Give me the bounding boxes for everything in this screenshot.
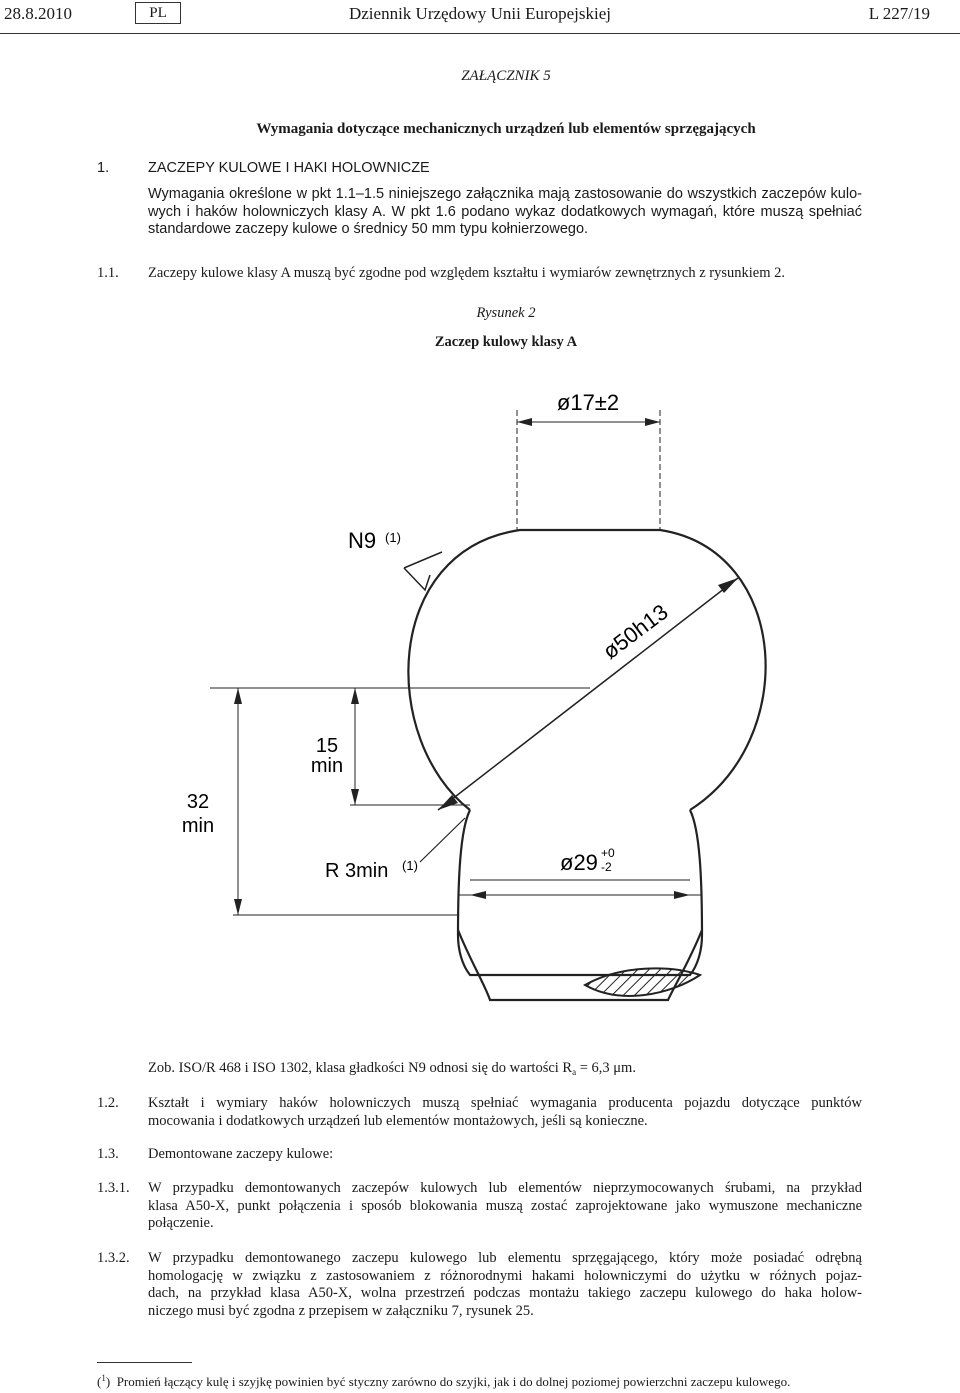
- paragraph-number: 1.2.: [97, 1095, 119, 1111]
- page-reference: L 227/19: [868, 4, 930, 23]
- paragraph-text: Demontowane zaczepy kulowe:: [148, 1146, 334, 1162]
- ball-outline: [408, 530, 765, 810]
- figure-title: Zaczep kulowy klasy A: [434, 334, 578, 350]
- paragraph-text: [148, 1250, 862, 1320]
- paragraph-text: Zaczepy kulowe klasy A muszą być zgodne pod względem kształtu i wymiarów zewnętrznych z rysunkiem 2.: [148, 265, 786, 281]
- paragraph-number: 1.3.1.: [97, 1180, 130, 1196]
- note-text: Zob. ISO/R 468 i ISO 1302, klasa gładkości N9 odnosi się do wartości R: [148, 1060, 573, 1076]
- ball-coupling-drawing: [0, 380, 960, 1040]
- neck-outline: [458, 810, 702, 975]
- note-suffix: = 6,3 μm.: [576, 1060, 636, 1076]
- text-line: standardowe zaczepy kulowe o średnicy 50 mm typu kołnierzowego.: [148, 221, 589, 238]
- text-line: mocowania i dodatkowych urządzeń lub elementów montażowych, jeśli są konieczne.: [148, 1112, 648, 1129]
- text-line: W przypadku demontowanego zaczepu kulowego lub elementu sprzęgającego, który może posiadać odrębną: [148, 1250, 862, 1266]
- dim-32-label: 32: [186, 791, 210, 813]
- dim-15-min-label: min: [310, 755, 344, 777]
- neck-diameter-label: ø17±2: [556, 390, 620, 415]
- roughness-note: [148, 1060, 636, 1077]
- text-line: wych i haków holowniczych klasy A. W pkt 1.6 podano wykaz dodatkowych wymagań, które muszą spełniać: [148, 203, 862, 220]
- text-line: homologację w związku z zastosowaniem z różnorodnymi hakami holowniczymi do użytku w różnych pojaz-: [148, 1267, 862, 1284]
- text-line: Kształt i wymiary haków holowniczych muszą spełniać wymagania producenta pojazdu dotyczące punktów: [148, 1095, 862, 1111]
- ball-diameter-label: ø50h13: [597, 599, 673, 664]
- dim-15-label: 15: [315, 735, 339, 757]
- paragraph-number: 1.1.: [97, 265, 119, 281]
- section-title: ZACZEPY KULOWE I HAKI HOLOWNICZE: [148, 160, 430, 176]
- footnote-text: Promień łączący kulę i szyjkę powinien być styczny zarówno do szyjki, jak i do dolnej poziomej powierzchni zaczepu kulowego.: [116, 1374, 791, 1389]
- neck-diameter-dimension: [517, 390, 660, 530]
- radius-mark: [325, 818, 465, 882]
- ball-diameter-dimension: [438, 578, 738, 810]
- note-subscript: a: [572, 1067, 577, 1077]
- journal-title: Dziennik Urzędowy Unii Europejskiej: [348, 4, 611, 23]
- text-line: połączenie.: [148, 1215, 214, 1232]
- dim-29-upper: +0: [601, 846, 615, 860]
- text-line: niczego musi być zgodna z przepisem w załączniku 7, rysunek 25.: [148, 1302, 534, 1319]
- annex-label: ZAŁĄCZNIK 5: [461, 68, 551, 84]
- language-badge: PL: [135, 2, 181, 24]
- dimension-32min: [182, 688, 458, 915]
- header-rule: [0, 33, 960, 34]
- footnote: ($^1$) Promień łączący kulę i szyjkę powinien być styczny zarówno do szyjki, jak i do dolnej poziomej powierzchni zaczepu kulowego.: [97, 1373, 791, 1389]
- paragraph-number: 1.3.2.: [97, 1250, 130, 1266]
- dim-29-lower: -2: [601, 860, 612, 874]
- dim-32-min-label: min: [181, 815, 215, 837]
- annex-title: Wymagania dotyczące mechanicznych urządzeń lub elementów sprzęgających: [256, 121, 756, 137]
- n9-footnote-ref: (1): [385, 530, 401, 545]
- footnote-rule: [97, 1362, 192, 1363]
- text-line: W przypadku demontowanych zaczepów kulowych lub elementów nieprzymocowanych śrubami, na przykład: [148, 1180, 862, 1196]
- paragraph-text: [148, 1180, 862, 1233]
- figure-label: Rysunek 2: [476, 305, 536, 321]
- text-line: klasa A50-X, punkt połączenia i sposób blokowania muszą zostać zaprojektowane jako wymuszone mechaniczne: [148, 1197, 862, 1214]
- neck29-dimension-label: [560, 846, 615, 875]
- dim-29-label: ø29: [560, 850, 598, 875]
- section-intro: [148, 186, 862, 239]
- paragraph-number: 1.3.: [97, 1146, 119, 1162]
- text-line: dach, na przykład klasa A50-X, wolna przestrzeń podczas montażu takiego zaczepu kulowego do haka holow-: [148, 1285, 862, 1302]
- n9-label: N9: [348, 528, 377, 553]
- hatched-section: [585, 968, 700, 995]
- footnote-number: 1: [101, 1373, 106, 1383]
- n9-surface-mark: [348, 528, 442, 590]
- section-number: 1.: [97, 160, 110, 176]
- paragraph-text: [148, 1095, 862, 1130]
- radius-label: R 3min: [325, 860, 389, 882]
- publication-date: 28.8.2010: [4, 4, 72, 23]
- text-line: Wymagania określone w pkt 1.1–1.5 niniejszego załącznika mają zastosowanie do wszystkich zaczepów kulo-: [148, 186, 862, 202]
- radius-footnote-ref: (1): [402, 858, 418, 873]
